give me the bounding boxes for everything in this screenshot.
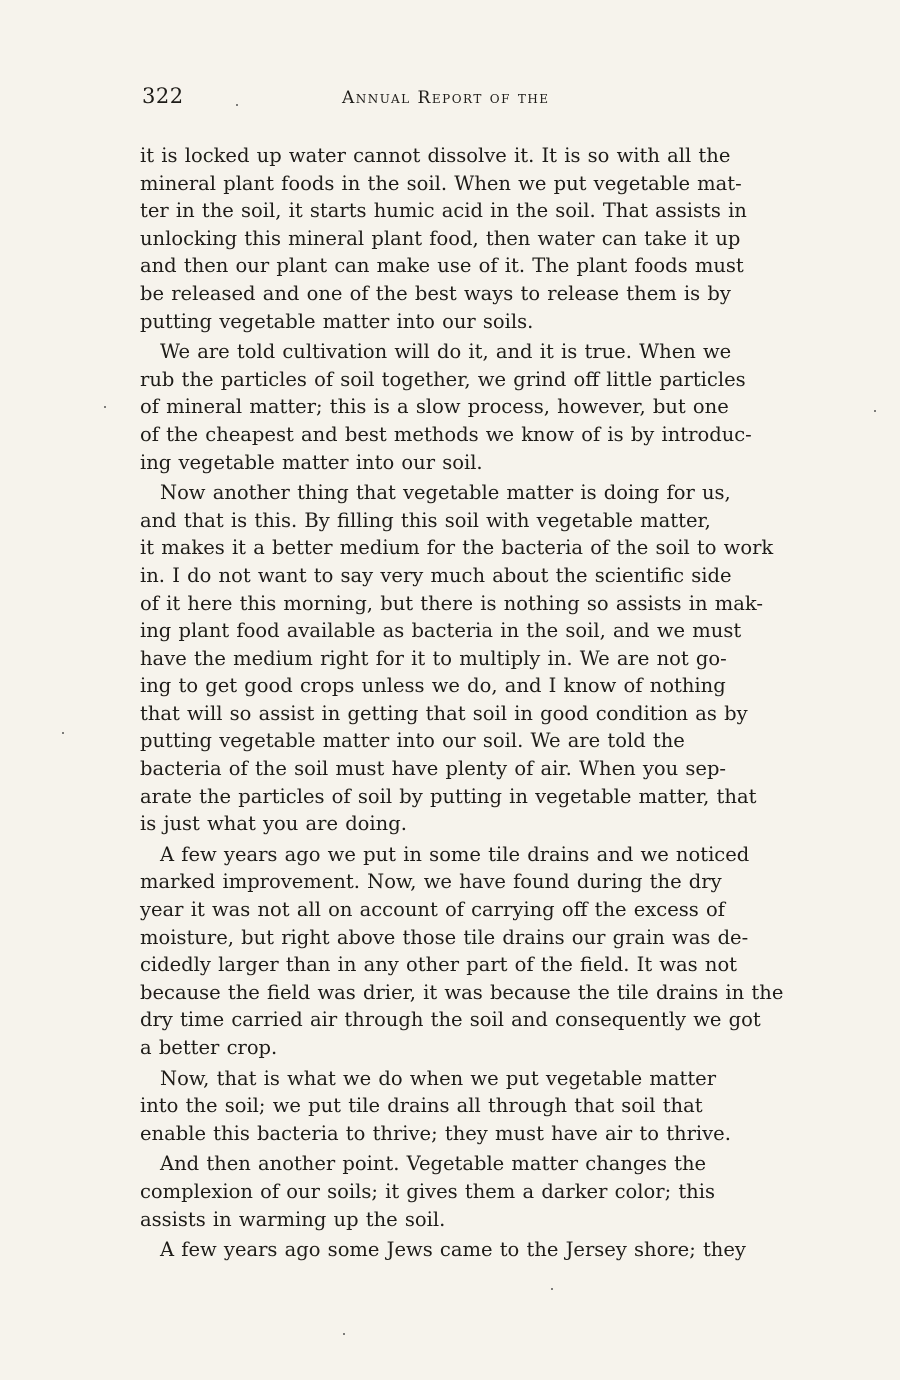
text-line: of the cheapest and best methods we know of is by introduc- [140,422,752,446]
text-line: and that is this. By filling this soil with vegetable matter, [140,508,711,532]
paragraph-3 [140,479,798,838]
body-text [140,142,798,1264]
paragraph-7 [140,1236,798,1264]
text-line: enable this bacteria to thrive; they must have air to thrive. [140,1121,731,1145]
text-line: putting vegetable matter into our soils. [140,309,534,333]
text-line: putting vegetable matter into our soil. We are told the [140,729,685,753]
text-line: A few years ago we put in some tile drains and we noticed [160,842,750,866]
print-speck [104,406,106,408]
text-line: moisture, but right above those tile drains our grain was de- [140,925,749,949]
text-line: ter in the soil, it starts humic acid in the soil. That assists in [140,199,747,223]
print-speck [551,1288,553,1290]
text-line: mineral plant foods in the soil. When we put vegetable mat- [140,171,742,195]
text-line: have the medium right for it to multiply in. We are not go- [140,646,727,670]
text-line: Now, that is what we do when we put vegetable matter [160,1066,717,1090]
print-speck [62,732,64,734]
text-line: assists in warming up the soil. [140,1207,446,1231]
text-line: dry time carried air through the soil and consequently we got [140,1008,761,1032]
text-line: because the field was drier, it was because the tile drains in the [140,980,784,1004]
text-line: A few years ago some Jews came to the Jersey shore; they [160,1238,746,1262]
text-line: it is locked up water cannot dissolve it. It is so with all the [140,144,731,167]
text-line: complexion of our soils; it gives them a darker color; this [140,1179,715,1203]
page-number: 322 [142,84,184,108]
text-line: is just what you are doing. [140,812,407,836]
print-speck [343,1333,345,1335]
text-line: ing vegetable matter into our soil. [140,450,483,474]
text-line: ing plant food available as bacteria in the soil, and we must [140,619,742,643]
text-line: marked improvement. Now, we have found during the dry [140,870,722,894]
text-line: be released and one of the best ways to release them is by [140,281,731,305]
text-line: it makes it a better medium for the bacteria of the soil to work [140,536,774,560]
text-line: arate the particles of soil by putting in vegetable matter, that [140,784,757,808]
text-line: bacteria of the soil must have plenty of air. When you sep- [140,757,727,781]
text-line: into the soil; we put tile drains all through that soil that [140,1094,703,1118]
text-line: year it was not all on account of carrying off the excess of [140,898,725,922]
page-header [142,84,802,124]
text-line: And then another point. Vegetable matter changes the [160,1152,707,1176]
text-line: of mineral matter; this is a slow process, however, but one [140,395,729,419]
running-head: Annual Report of the [342,88,550,108]
text-line: We are told cultivation will do it, and it is true. When we [160,340,732,364]
text-line: a better crop. [140,1036,278,1059]
text-line: unlocking this mineral plant food, then water can take it up [140,226,741,250]
print-speck [236,104,238,106]
text-line: that will so assist in getting that soil in good condition as by [140,701,748,725]
print-speck [874,410,876,412]
text-line: of it here this morning, but there is nothing so assists in mak- [140,591,763,615]
paragraph-2 [140,338,798,476]
text-line: Now another thing that vegetable matter is doing for us, [160,481,731,505]
paragraph-4 [140,841,798,1062]
text-line: rub the particles of soil together, we grind off little particles [140,367,746,391]
paragraph-6 [140,1150,798,1233]
text-line: cidedly larger than in any other part of the field. It was not [140,953,738,977]
text-line: in. I do not want to say very much about the scientific side [140,563,732,587]
paragraph-1 [140,142,798,335]
text-line: ing to get good crops unless we do, and I know of nothing [140,674,726,698]
text-line: and then our plant can make use of it. The plant foods must [140,254,744,278]
paragraph-5 [140,1065,798,1148]
